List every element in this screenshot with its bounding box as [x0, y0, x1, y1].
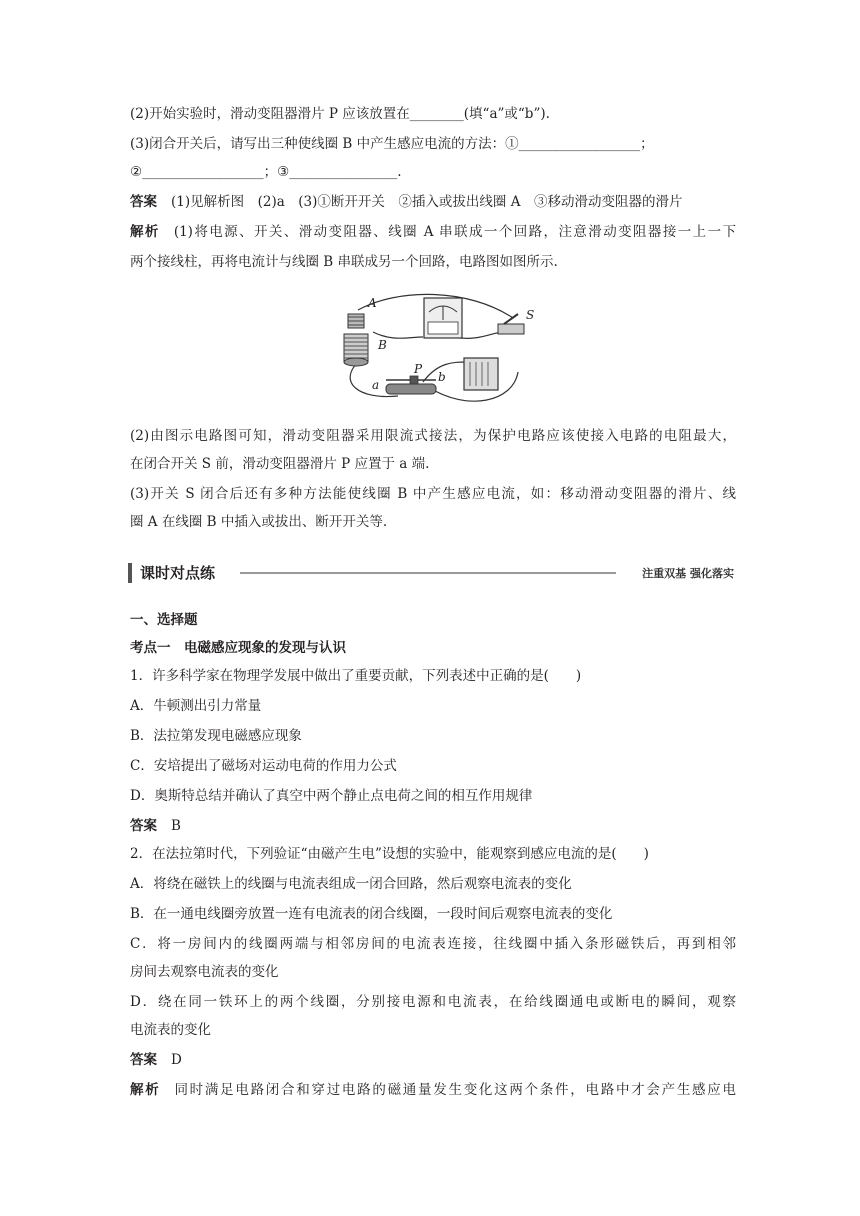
q1-stem: 1．许多科学家在物理学发展中做出了重要贡献，下列表述中正确的是( )	[130, 668, 582, 684]
question-part-2: (2)开始实验时，滑动变阻器滑片 P 应该放置在________(填“a”或“b”).	[130, 106, 550, 122]
q2-answer-row	[130, 1050, 182, 1070]
answer-label: 答案	[130, 194, 157, 210]
banner-subtitle: 注重双基 强化落实	[642, 567, 734, 580]
circuit-diagram-svg	[328, 292, 538, 412]
analysis-line-1: (1)将电源、开关、滑动变阻器、线圈 A 串联成一个回路，注意滑动变阻器接一上一下	[173, 224, 736, 240]
q1-option-b: B．法拉第发现电磁感应现象	[130, 728, 302, 744]
q2-option-a: A．将绕在磁铁上的线圈与电流表组成一闭合回路，然后观察电流表的变化	[130, 876, 572, 892]
q2-stem: 2．在法拉第时代，下列验证“由磁产生电”设想的实验中，能观察到感应电流的是( )	[130, 846, 649, 862]
answer-row-1	[130, 192, 682, 212]
circuit-diagram	[328, 292, 538, 412]
q2-option-c-line1: C．将一房间内的线圈两端与相邻房间的电流表连接，往线圈中插入条形磁铁后，再到相邻	[130, 936, 736, 952]
q2-option-d-line2: 电流表的变化	[130, 1022, 211, 1038]
analysis-label: 解析	[130, 224, 160, 240]
analysis-line-5: (3)开关 S 闭合后还有多种方法能使线圈 B 中产生感应电流，如：移动滑动变阻器的滑片、线	[130, 486, 736, 502]
label-slider-p: P	[414, 362, 423, 376]
q2-answer-value: D	[171, 1052, 182, 1068]
analysis-line-3: (2)由图示电路图可知，滑动变阻器采用限流式接法，为保护电路应该使接入电路的电阻最大，	[130, 428, 736, 444]
q2-analysis-row	[130, 1080, 736, 1100]
q2-option-c-line2: 房间去观察电流表的变化	[130, 964, 279, 980]
label-switch-s: S	[526, 308, 535, 322]
label-coil-b: B	[378, 338, 387, 352]
analysis-row-1	[130, 222, 736, 242]
section-title: 一、选择题	[130, 612, 198, 628]
q2-analysis-label: 解析	[130, 1082, 161, 1098]
q2-analysis-text: 同时满足电路闭合和穿过电路的磁通量发生变化这两个条件，电路中才会产生感应电	[174, 1082, 737, 1098]
q2-option-b: B．在一通电线圈旁放置一连有电流表的闭合线圈，一段时间后观察电流表的变化	[130, 906, 613, 922]
question-part-3-line1: (3)闭合开关后，请写出三种使线圈 B 中产生感应电流的方法：①__________________；	[130, 136, 654, 152]
q1-answer-label: 答案	[130, 818, 157, 834]
q1-option-d: D．奥斯特总结并确认了真空中两个静止点电荷之间的相互作用规律	[130, 788, 533, 804]
q1-option-c: C．安培提出了磁场对运动电荷的作用力公式	[130, 758, 397, 774]
q2-option-d-line1: D．绕在同一铁环上的两个线圈，分别接电源和电流表，在给线圈通电或断电的瞬间，观察	[130, 994, 736, 1010]
analysis-line-4: 在闭合开关 S 前，滑动变阻器滑片 P 应置于 a 端.	[130, 456, 430, 472]
section-banner	[128, 560, 734, 586]
q1-answer-row	[130, 816, 181, 836]
banner-rule	[240, 572, 616, 574]
analysis-line-2: 两个接线柱，再将电流计与线圈 B 串联成另一个回路，电路图如图所示.	[130, 254, 558, 270]
label-end-b: b	[438, 370, 446, 384]
banner-title: 课时对点练	[140, 564, 216, 582]
analysis-line-6: 圈 A 在线圈 B 中插入或拔出、断开开关等.	[130, 514, 388, 530]
q1-answer-value: B	[171, 818, 181, 834]
label-coil-a: A	[368, 296, 377, 310]
q2-answer-label: 答案	[130, 1052, 157, 1068]
answer-text: (1)见解析图 (2)a (3)①断开开关 ②插入或拔出线圈 A ③移动滑动变阻器的滑片	[171, 194, 683, 210]
q1-option-a: A．牛顿测出引力常量	[130, 698, 262, 714]
topic-title: 考点一 电磁感应现象的发现与认识	[130, 640, 346, 656]
label-end-a: a	[372, 378, 380, 392]
question-part-3-line2: ②__________________；③________________.	[130, 164, 402, 180]
banner-accent-bar	[128, 563, 132, 583]
